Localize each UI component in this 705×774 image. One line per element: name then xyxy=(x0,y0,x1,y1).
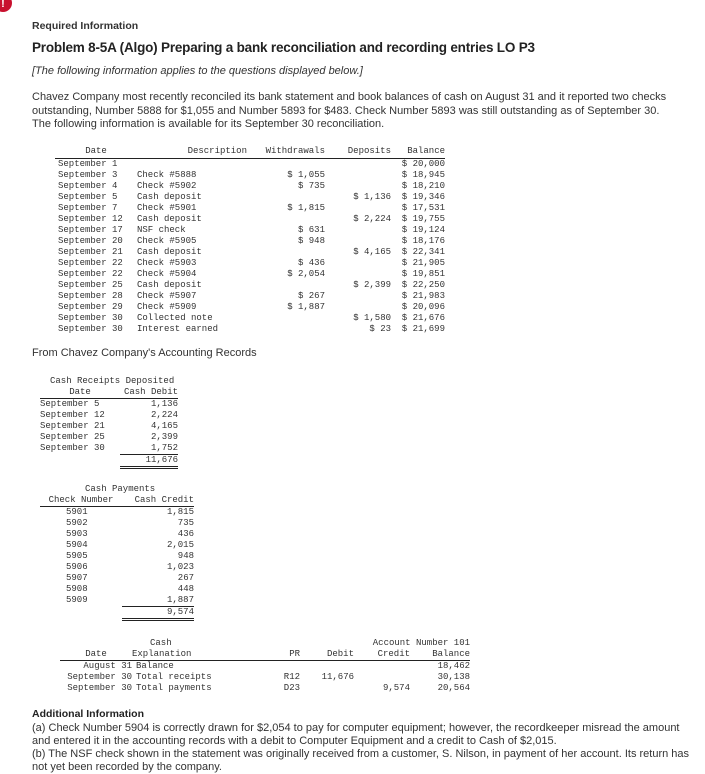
table-row xyxy=(55,291,445,302)
ledger-header-debit: Debit xyxy=(300,649,354,661)
payment-amount: 267 xyxy=(177,573,194,583)
bank-date: September 1 xyxy=(58,159,118,169)
applies-note: [The following information applies to the questions displayed below.] xyxy=(32,65,363,77)
table-row xyxy=(55,269,445,280)
table-row xyxy=(40,518,194,529)
bank-date: September 20 xyxy=(58,236,123,246)
table-row xyxy=(40,573,194,584)
receipt-amount: 2,399 xyxy=(150,432,178,442)
bank-deposit: $ 4,165 xyxy=(353,247,391,257)
table-row xyxy=(60,683,470,694)
payment-amount: 1,887 xyxy=(122,595,194,607)
bank-description: Check #5909 xyxy=(137,302,197,312)
payment-amount: 1,815 xyxy=(166,507,194,517)
cash-payments-table xyxy=(40,484,194,621)
bank-withdrawal xyxy=(247,324,325,335)
bank-description: Check #5901 xyxy=(137,203,197,213)
payment-check-number: 5903 xyxy=(66,529,88,539)
bank-withdrawal: $ 267 xyxy=(297,291,325,301)
receipt-date: September 12 xyxy=(40,410,105,420)
bank-deposit: $ 2,224 xyxy=(353,214,391,224)
bank-withdrawal xyxy=(247,192,325,203)
bank-description: Cash deposit xyxy=(137,214,202,224)
ledger-date: September 30 xyxy=(67,672,132,682)
bank-description: Check #5902 xyxy=(137,181,197,191)
payments-header-credit: Cash Credit xyxy=(122,495,194,507)
cash-payments xyxy=(40,484,194,621)
payment-total: 9,574 xyxy=(122,607,194,620)
additional-item-b: (b) The NSF check shown in the statement was originally received from a customer, S. Nilson, in payment of her account. Its return has not yet been recorded by the company. xyxy=(32,748,690,773)
bank-date: September 25 xyxy=(58,280,123,290)
table-row xyxy=(55,170,445,181)
required-label: Required Information xyxy=(32,20,139,32)
bank-date: September 3 xyxy=(58,170,118,180)
ledger-explanation: Balance xyxy=(136,661,174,671)
cash-receipts-table xyxy=(40,376,178,469)
bank-withdrawal xyxy=(247,313,325,324)
payment-amount: 1,023 xyxy=(166,562,194,572)
payment-check-number: 5906 xyxy=(66,562,88,572)
bank-balance: $ 19,124 xyxy=(401,225,445,235)
bank-deposit xyxy=(325,302,391,313)
table-row xyxy=(40,562,194,573)
bank-description: Check #5905 xyxy=(137,236,197,246)
ledger-debit xyxy=(300,661,354,673)
bank-date: September 17 xyxy=(58,225,123,235)
ledger-header-credit: Credit xyxy=(354,649,410,661)
bank-date: September 22 xyxy=(58,269,123,279)
bank-date: September 30 xyxy=(58,313,123,323)
bank-description: Check #5907 xyxy=(137,291,197,301)
ledger-header-balance: Balance xyxy=(410,649,470,661)
bank-balance: $ 21,676 xyxy=(401,313,445,323)
bank-withdrawal xyxy=(247,159,325,171)
ledger-credit xyxy=(354,661,410,673)
ledger-date: August 31 xyxy=(83,661,132,671)
bank-deposit xyxy=(325,181,391,192)
table-row xyxy=(55,181,445,192)
intro-paragraph: Chavez Company most recently reconciled its bank statement and book balances of cash on August 31 and it reported two checks outstanding, Number 5888 for $1,055 and Number 5893 for $483. Check Number 5893 was still outstanding as of September 30. The following information is available for its September 30 reconciliation. xyxy=(32,91,667,130)
additional-text xyxy=(32,722,692,774)
payment-check-number: 5901 xyxy=(66,507,88,517)
table-row xyxy=(40,507,194,519)
bank-balance: $ 18,210 xyxy=(401,181,445,191)
table-row xyxy=(55,159,445,171)
additional-item-a: (a) Check Number 5904 is correctly drawn for $2,054 to pay for computer equipment; however, the recordkeeper misread the amount and entered it in the accounting records with a debit to Computer Equipment and a credit to Cash of $2,015. xyxy=(32,722,680,747)
bank-balance: $ 19,346 xyxy=(401,192,445,202)
bank-balance: $ 22,250 xyxy=(401,280,445,290)
bank-withdrawal: $ 436 xyxy=(297,258,325,268)
ledger-balance: 18,462 xyxy=(437,661,470,671)
total-row xyxy=(40,607,194,620)
records-heading: From Chavez Company's Accounting Records xyxy=(32,347,257,359)
payment-amount: 948 xyxy=(177,551,194,561)
table-row xyxy=(60,672,470,683)
bank-deposit xyxy=(325,236,391,247)
table-row xyxy=(40,399,178,411)
ledger-title: Cash xyxy=(150,638,172,648)
table-row xyxy=(40,421,178,432)
payments-header-check: Check Number xyxy=(40,495,122,507)
table-row xyxy=(55,225,445,236)
bank-balance: $ 19,851 xyxy=(401,269,445,279)
bank-statement-body xyxy=(55,159,445,336)
payment-amount: 2,015 xyxy=(166,540,194,550)
bank-date: September 7 xyxy=(58,203,118,213)
bank-deposit xyxy=(325,225,391,236)
bank-header-date: Date xyxy=(55,146,137,159)
bank-header-description: Description xyxy=(137,146,247,159)
table-row xyxy=(40,432,178,443)
bank-deposit: $ 1,580 xyxy=(353,313,391,323)
receipt-total: 11,676 xyxy=(120,455,178,468)
payment-check-number: 5909 xyxy=(66,595,88,605)
receipt-date: September 21 xyxy=(40,421,105,431)
bank-header-balance: Balance xyxy=(391,146,445,159)
bank-balance: $ 22,341 xyxy=(401,247,445,257)
ledger-header-pr: PR xyxy=(260,649,300,661)
bank-description xyxy=(137,159,247,171)
bank-date: September 30 xyxy=(58,324,123,334)
table-row xyxy=(55,324,445,335)
payment-amount: 735 xyxy=(177,518,194,528)
bank-statement xyxy=(55,146,445,335)
ledger-explanation: Total payments xyxy=(136,683,212,693)
problem-title: Problem 8-5A (Algo) Preparing a bank reconciliation and recording entries LO P3 xyxy=(32,40,535,55)
bank-date: September 4 xyxy=(58,181,118,191)
receipt-amount: 1,752 xyxy=(120,443,178,455)
table-row xyxy=(55,258,445,269)
receipt-date: September 30 xyxy=(40,443,105,453)
table-row xyxy=(55,247,445,258)
receipt-amount: 2,224 xyxy=(150,410,178,420)
ledger-account-number: Account Number 101 xyxy=(372,638,470,648)
table-row xyxy=(40,540,194,551)
bank-balance: $ 21,905 xyxy=(401,258,445,268)
table-row xyxy=(40,584,194,595)
bank-withdrawal: $ 948 xyxy=(297,236,325,246)
bank-balance: $ 18,176 xyxy=(401,236,445,246)
receipt-date: September 25 xyxy=(40,432,105,442)
bank-withdrawal: $ 1,815 xyxy=(287,203,325,213)
ledger-credit: 9,574 xyxy=(382,683,410,693)
ledger-credit xyxy=(354,672,410,683)
bank-date: September 21 xyxy=(58,247,123,257)
bank-header-deposits: Deposits xyxy=(325,146,391,159)
table-row xyxy=(55,203,445,214)
bank-withdrawal xyxy=(247,247,325,258)
bank-withdrawal: $ 1,887 xyxy=(287,302,325,312)
bank-header-withdrawals: Withdrawals xyxy=(247,146,325,159)
table-row xyxy=(55,236,445,247)
bank-description: Check #5888 xyxy=(137,170,197,180)
total-row xyxy=(40,455,178,468)
payment-amount: 448 xyxy=(177,584,194,594)
table-row xyxy=(40,595,194,607)
bank-deposit xyxy=(325,269,391,280)
table-row xyxy=(40,551,194,562)
receipts-header-date: Date xyxy=(40,387,120,399)
bank-withdrawal: $ 735 xyxy=(297,181,325,191)
receipts-header-debit: Cash Debit xyxy=(120,387,178,399)
table-row xyxy=(40,410,178,421)
bank-description: Cash deposit xyxy=(137,192,202,202)
bank-withdrawal xyxy=(247,214,325,225)
ledger-header-explanation: Explanation xyxy=(132,649,260,661)
bank-balance: $ 21,699 xyxy=(401,324,445,334)
payment-amount: 436 xyxy=(177,529,194,539)
additional-heading: Additional Information xyxy=(32,708,144,720)
ledger-pr: R12 xyxy=(283,672,300,682)
bank-date: September 12 xyxy=(58,214,123,224)
table-row xyxy=(40,529,194,540)
bank-deposit xyxy=(325,170,391,181)
table-row xyxy=(55,214,445,225)
payment-check-number: 5905 xyxy=(66,551,88,561)
bank-date: September 28 xyxy=(58,291,123,301)
bank-description: Interest earned xyxy=(137,324,219,334)
bank-deposit xyxy=(325,291,391,302)
cash-receipts-title: Cash Receipts Deposited xyxy=(50,376,175,386)
bank-statement-table xyxy=(55,146,445,335)
ledger-explanation: Total receipts xyxy=(136,672,212,682)
bank-date: September 5 xyxy=(58,192,118,202)
table-row xyxy=(55,313,445,324)
bank-balance: $ 20,000 xyxy=(401,159,445,169)
bank-deposit xyxy=(325,159,391,171)
bank-description: Collected note xyxy=(137,313,213,323)
ledger-pr xyxy=(260,661,300,673)
bank-description: NSF check xyxy=(137,225,186,235)
receipt-total-spacer xyxy=(40,455,120,468)
bank-description: Check #5903 xyxy=(137,258,197,268)
bank-description: Cash deposit xyxy=(137,280,202,290)
cash-receipts xyxy=(40,376,178,469)
table-row xyxy=(40,443,178,455)
table-row xyxy=(55,302,445,313)
bank-balance: $ 17,531 xyxy=(401,203,445,213)
bank-deposit: $ 1,136 xyxy=(353,192,391,202)
bank-withdrawal: $ 2,054 xyxy=(287,269,325,279)
bank-date: September 22 xyxy=(58,258,123,268)
ledger-body xyxy=(60,661,470,695)
receipt-date: September 5 xyxy=(40,399,100,409)
receipt-amount: 1,136 xyxy=(150,399,178,409)
cash-receipts-body xyxy=(40,399,178,468)
alert-icon: ! xyxy=(0,0,12,12)
ledger-pr: D23 xyxy=(283,683,300,693)
cash-ledger-table xyxy=(60,638,470,694)
bank-deposit xyxy=(325,258,391,269)
bank-balance: $ 21,983 xyxy=(401,291,445,301)
bank-description: Check #5904 xyxy=(137,269,197,279)
bank-withdrawal: $ 1,055 xyxy=(287,170,325,180)
payment-check-number: 5904 xyxy=(66,540,88,550)
ledger-date: September 30 xyxy=(67,683,132,693)
bank-date: September 29 xyxy=(58,302,123,312)
payment-check-number: 5907 xyxy=(66,573,88,583)
bank-withdrawal xyxy=(247,280,325,291)
bank-balance: $ 19,755 xyxy=(401,214,445,224)
bank-deposit xyxy=(325,203,391,214)
bank-balance: $ 20,096 xyxy=(401,302,445,312)
payment-check-number: 5908 xyxy=(66,584,88,594)
bank-deposit: $ 23 xyxy=(369,324,391,334)
table-row xyxy=(60,661,470,673)
table-row xyxy=(55,192,445,203)
bank-withdrawal: $ 631 xyxy=(297,225,325,235)
bank-deposit: $ 2,399 xyxy=(353,280,391,290)
cash-payments-body xyxy=(40,507,194,620)
cash-payments-title: Cash Payments xyxy=(85,484,156,494)
ledger-balance: 30,138 xyxy=(437,672,470,682)
ledger-debit: 11,676 xyxy=(321,672,354,682)
payment-total-spacer xyxy=(40,607,122,620)
payment-check-number: 5902 xyxy=(66,518,88,528)
bank-balance: $ 18,945 xyxy=(401,170,445,180)
ledger-balance: 20,564 xyxy=(437,683,470,693)
ledger-debit xyxy=(300,683,354,694)
cash-ledger xyxy=(60,638,470,694)
receipt-amount: 4,165 xyxy=(150,421,178,431)
ledger-header-date: Date xyxy=(60,649,132,661)
table-row xyxy=(55,280,445,291)
bank-description: Cash deposit xyxy=(137,247,202,257)
